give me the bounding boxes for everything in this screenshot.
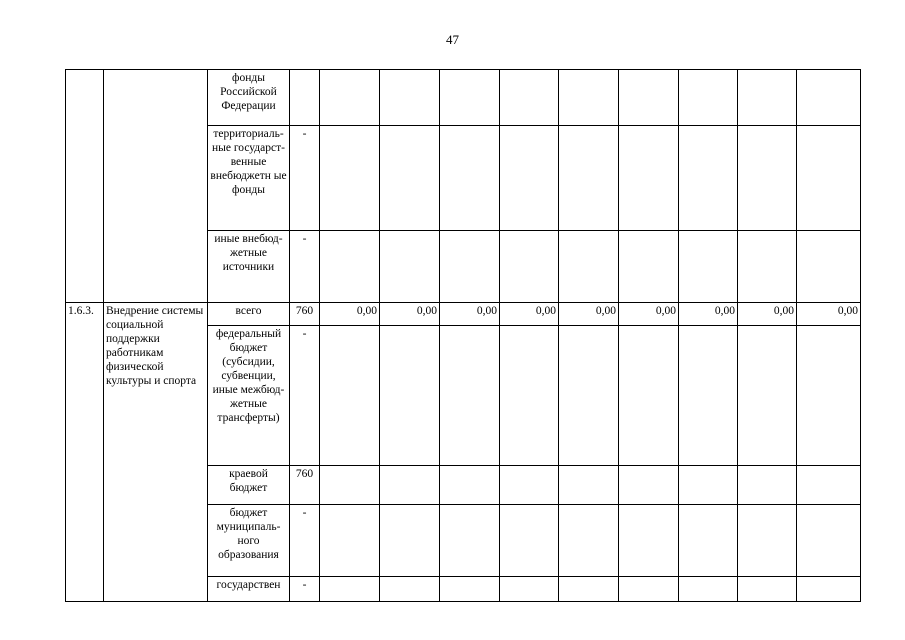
value-cell [679, 126, 738, 231]
value-cell [380, 505, 440, 577]
value-cell [738, 505, 797, 577]
value-cell [320, 126, 380, 231]
code-cell: - [290, 505, 320, 577]
value-cell [320, 326, 380, 466]
value-cell [619, 505, 679, 577]
value-cell [559, 326, 619, 466]
source-cell: территориаль-ные государст-венные внебюджетн ые фонды [208, 126, 290, 231]
value-cell: 0,00 [619, 303, 679, 326]
value-cell: 0,00 [500, 303, 559, 326]
source-cell: краевой бюджет [208, 466, 290, 505]
value-cell [500, 70, 559, 126]
table-row [66, 303, 861, 326]
item-name-cell [104, 70, 208, 303]
value-cell: 0,00 [738, 303, 797, 326]
code-cell: - [290, 577, 320, 602]
value-cell [619, 577, 679, 602]
value-cell [738, 126, 797, 231]
value-cell [797, 326, 861, 466]
value-cell [440, 231, 500, 303]
code-cell [290, 70, 320, 126]
code-cell: - [290, 231, 320, 303]
value-cell [559, 505, 619, 577]
value-cell: 0,00 [380, 303, 440, 326]
value-cell [619, 70, 679, 126]
value-cell [679, 231, 738, 303]
value-cell [559, 126, 619, 231]
value-cell [380, 126, 440, 231]
value-cell [440, 505, 500, 577]
value-cell [380, 577, 440, 602]
value-cell [738, 70, 797, 126]
page-number: 47 [446, 32, 459, 47]
value-cell [797, 577, 861, 602]
value-cell: 0,00 [440, 303, 500, 326]
source-cell: бюджет муниципаль-ного образования [208, 505, 290, 577]
value-cell [679, 466, 738, 505]
value-cell [797, 70, 861, 126]
value-cell [679, 70, 738, 126]
value-cell [559, 231, 619, 303]
value-cell [559, 466, 619, 505]
value-cell [738, 466, 797, 505]
value-cell [500, 505, 559, 577]
value-cell [679, 577, 738, 602]
value-cell [320, 577, 380, 602]
value-cell [380, 70, 440, 126]
value-cell [320, 70, 380, 126]
value-cell [738, 326, 797, 466]
value-cell [738, 231, 797, 303]
value-cell [380, 326, 440, 466]
value-cell [440, 577, 500, 602]
source-cell: всего [208, 303, 290, 326]
value-cell [619, 126, 679, 231]
table-row [66, 70, 861, 126]
value-cell: 0,00 [320, 303, 380, 326]
value-cell [797, 505, 861, 577]
value-cell [320, 505, 380, 577]
value-cell [440, 326, 500, 466]
value-cell [500, 466, 559, 505]
value-cell [320, 231, 380, 303]
value-cell [380, 231, 440, 303]
value-cell [619, 466, 679, 505]
value-cell: 0,00 [559, 303, 619, 326]
value-cell: 0,00 [679, 303, 738, 326]
code-cell: 760 [290, 466, 320, 505]
value-cell [797, 126, 861, 231]
value-cell [320, 466, 380, 505]
value-cell [500, 126, 559, 231]
value-cell [500, 577, 559, 602]
code-cell: - [290, 326, 320, 466]
value-cell [619, 231, 679, 303]
value-cell [679, 505, 738, 577]
value-cell [679, 326, 738, 466]
value-cell [619, 326, 679, 466]
code-cell: 760 [290, 303, 320, 326]
value-cell [738, 577, 797, 602]
value-cell [500, 326, 559, 466]
code-cell: - [290, 126, 320, 231]
value-cell [559, 70, 619, 126]
value-cell [500, 231, 559, 303]
value-cell [559, 577, 619, 602]
value-cell: 0,00 [797, 303, 861, 326]
value-cell [440, 70, 500, 126]
source-cell: иные внебюд-жетные источники [208, 231, 290, 303]
source-cell: фонды Российской Федерации [208, 70, 290, 126]
source-cell: государствен [208, 577, 290, 602]
value-cell [797, 231, 861, 303]
item-number-cell [66, 70, 104, 303]
budget-table [65, 69, 861, 602]
value-cell [440, 126, 500, 231]
value-cell [440, 466, 500, 505]
source-cell: федеральный бюджет (субсидии, субвенции, иные межбюд-жетные трансферты) [208, 326, 290, 466]
item-name-cell: Внедрение системы социальной поддержки работникам физической культуры и спорта [104, 303, 208, 602]
item-number-cell: 1.6.3. [66, 303, 104, 602]
value-cell [380, 466, 440, 505]
value-cell [797, 466, 861, 505]
